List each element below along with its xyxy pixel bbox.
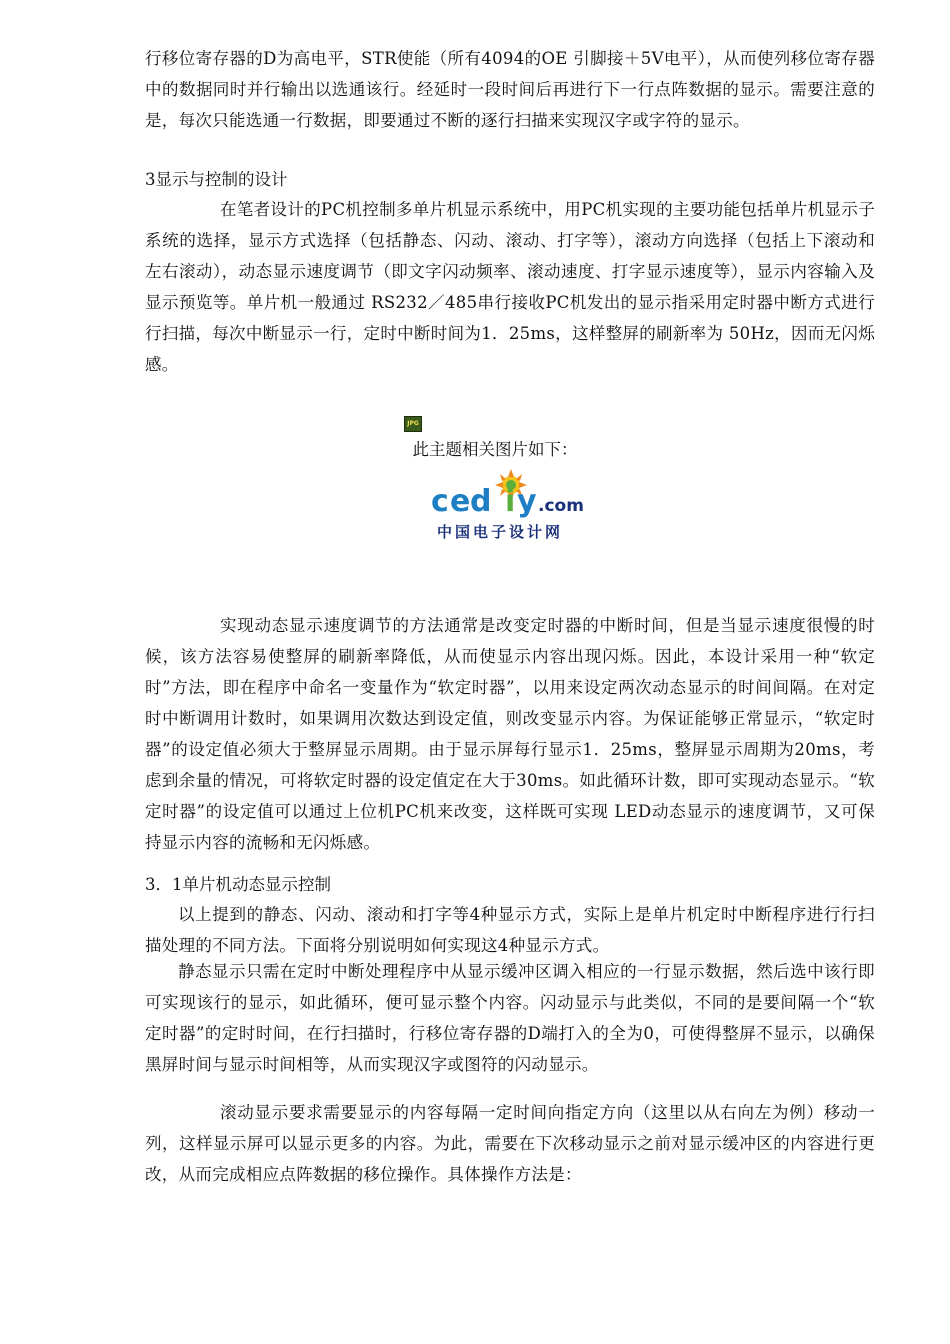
- section-heading-3: 3显示与控制的设计: [145, 170, 288, 189]
- paragraph-static-flash: 静态显示只需在定时中断处理程序中从显示缓冲区调入相应的一行显示数据，然后选中该行即可实现该行的显示，如此循环，便可显示整个内容。闪动显示与此类似，不同的是要间隔一个“软定时器”的定时时间，在行扫描时，行移位寄存器的D端打入的全为0，可使得整屏不显示，以确保黑屏时间与显示时间相等，从而实现汉字或图符的闪动显示。: [145, 962, 875, 1074]
- logo-domain-suffix: .com: [538, 496, 584, 516]
- logo-letter-c: c: [431, 484, 449, 519]
- section-heading-3-1: 3．1单片机动态显示控制: [145, 875, 331, 894]
- logo-chinese-subtitle: 中国电子设计网: [437, 523, 564, 541]
- paragraph-pc-control-design: 在笔者设计的PC机控制多单片机显示系统中，用PC机实现的主要功能包括单片机显示子系统的选择，显示方式选择（包括静态、闪动、滚动、打字等），滚动方向选择（包括上下滚动和左右滚动），动态显示速度调节（即文字闪动频率、滚动速度、打字显示速度等），显示内容输入及显示预览等。单片机一般通过 RS232／485串行接收PC机发出的显示指采用定时器中断方式进行行扫描，每次中断显示一行，定时中断时间为1．25ms，这样整屏的刷新率为 50Hz，因而无闪烁感。: [145, 200, 875, 374]
- paragraph-display-modes: 以上提到的静态、闪动、滚动和打字等4种显示方式，实际上是单片机定时中断程序进行行扫描处理的不同方法。下面将分别说明如何实现这4种显示方式。: [145, 905, 875, 955]
- logo-letter-e: e: [450, 484, 471, 519]
- paragraph-scroll-display: 滚动显示要求需要显示的内容每隔一定时间向指定方向（这里以从右向左为例）移动一列，这样显示屏可以显示更多的内容。为此，需要在下次移动显示之前对显示缓冲区的内容进行更改，从而完成相应点阵数据的移位操作。具体操作方法是：: [145, 1103, 875, 1184]
- figure-caption: 此主题相关图片如下：: [412, 440, 578, 459]
- logo-letter-y: y: [517, 484, 537, 519]
- paragraph-soft-timer: 实现动态显示速度调节的方法通常是改变定时器的中断时间，但是当显示速度很慢的时候，该方法容易使整屏的刷新率降低，从而使显示内容出现闪烁。因此，本设计采用一种“软定时”方法，即在程序中命名一变量作为“软定时器”，以用来设定两次动态显示的时间间隔。在对定时中断调用计数时，如果调用次数达到设定值，则改变显示内容。为保证能够正常显示，“软定时器”的设定值必须大于整屏显示周期。由于显示屏每行显示1．25ms，整屏显示周期为20ms，考虑到余量的情况，可将软定时器的设定值定在大于30ms。如此循环计数，即可实现动态显示。“软定时器”的设定值可以通过上位机PC机来改变，这样既可实现 LED动态显示的速度调节，又可保持显示内容的流畅和无闪烁感。: [145, 616, 875, 852]
- paragraph-row-shift-register: 行移位寄存器的D为高电平，STR使能（所有4094的OE 引脚接＋5V电平），从而使列移位寄存器中的数据同时并行输出以选通该行。经延时一段时间后再进行下一行点阵数据的显示。需要注意的是，每次只能选通一行数据，即要通过不断的逐行扫描来实现汉字或字符的显示。: [145, 49, 875, 130]
- logo-letter-i: i: [505, 484, 516, 519]
- jpg-file-icon-label: JPG: [407, 420, 419, 427]
- cediy-logo-image[interactable]: [425, 467, 595, 547]
- logo-letter-d: d: [470, 484, 492, 519]
- jpg-file-icon[interactable]: [404, 416, 422, 432]
